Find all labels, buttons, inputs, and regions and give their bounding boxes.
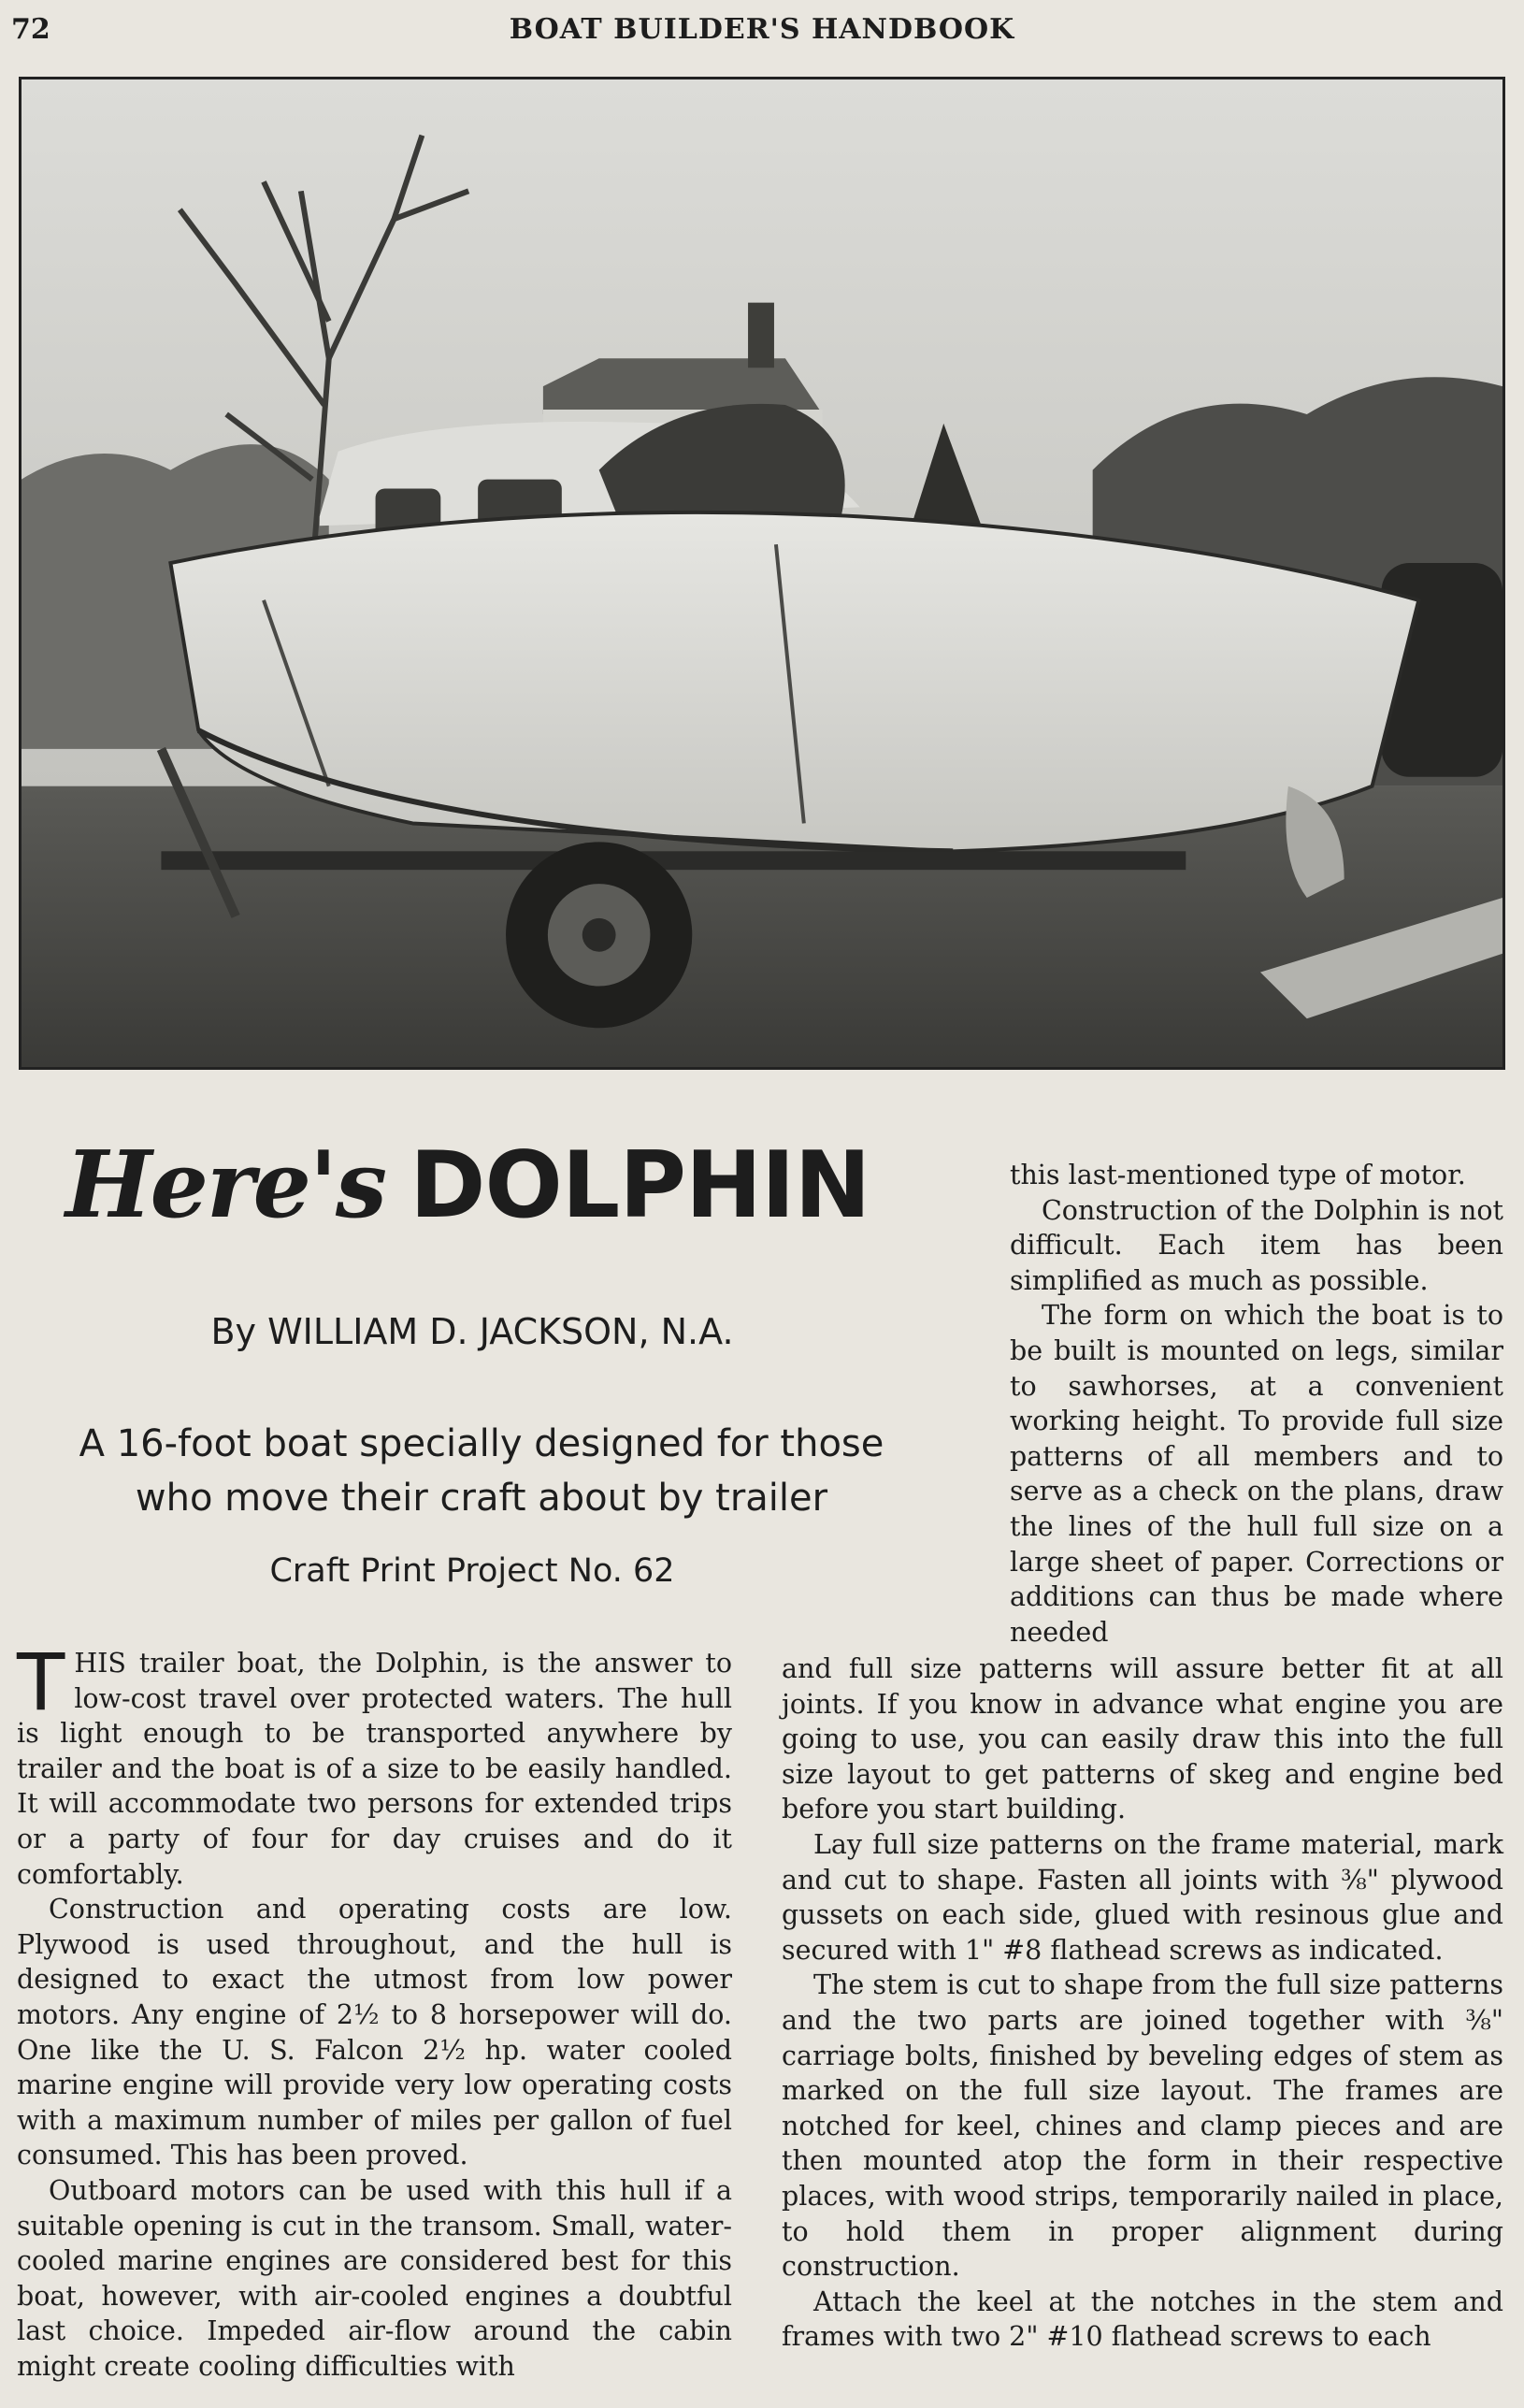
paragraph: Attach the keel at the notches in the stem and frames with two 2" #10 flathead screws to each [782,2285,1503,2353]
right-column-top [1010,1158,1503,1650]
paragraph: Construction and operating costs are low. Plywood is used throughout, and the hull is designed to exact the utmost from low power motors. Any engine of 2½ to 8 horsepower will do. One like the U. S. Falcon 2½ hp. water cooled marine engine will provide very low operating costs with a maximum number of miles per gallon of fuel consumed. This has been proved. [17,1894,732,2171]
drop-cap: T [17,1637,65,1728]
title-script-word: Here's [65,1132,386,1239]
book-title: BOAT BUILDER'S HANDBOOK [509,13,1015,46]
left-column [17,1637,732,2384]
running-head [0,0,1524,75]
byline: By WILLIAM D. JACKSON, N.A. [210,1311,734,1352]
paragraph: this last-mentioned type of motor. [1010,1160,1466,1190]
paragraph [17,1637,732,1892]
boat-on-trailer-photo [19,77,1505,1070]
subtitle-line: who move their craft about by trailer [135,1477,828,1520]
paragraph: Construction of the Dolphin is not difficult. Each item has been simplified as much as possible. [1010,1194,1503,1296]
page-number: 72 [11,13,50,46]
paragraph: Outboard motors can be used with this hull if a suitable opening is cut in the transom. Small, water-cooled marine engines are considered best for this boat, however, with air-cooled engines a doubtful last choice. Impeded air-flow around the cabin might create cooling difficulties with [17,2174,732,2382]
paragraph: Lay full size patterns on the frame material, mark and cut to shape. Fasten all joints with ⅜" plywood gussets on each side, glued with resinous glue and secured with 1" #8 flathead screws as indicated. [782,1828,1503,1966]
paragraph: The form on which the boat is to be built is mounted on legs, similar to sawhorses, at a convenient working height. To provide full size patterns of all members and to serve as a check on the plans, draw the lines of the hull full size on a large sheet of paper. Corrections or additions can thus be made where needed [1010,1300,1503,1648]
project-number: Craft Print Project No. 62 [269,1552,675,1590]
paragraph: The stem is cut to shape from the full size patterns and the two parts are joined together with ⅜" carriage bolts, finished by beveling edges of stem as marked on the full size layout. The frames are notched for keel, chines and clamp pieces and are then mounted atop the form in their respective places, with wood strips, temporarily nailed in place, to hold them in proper alignment during construction. [782,1969,1503,2283]
right-column-bottom [782,1651,1503,2355]
article-title [65,1132,907,1239]
photo-illustration [22,79,1502,1067]
subtitle [28,1417,935,1525]
title-main-word: DOLPHIN [410,1132,870,1239]
paragraph-text: HIS trailer boat, the Dolphin, is the answer to low-cost travel over protected waters. The hull is light enough to be transported anywhere by trailer and the boat is of a size to be easily handled. It will accommodate two persons for extended trips or a party of four for day cruises and do it comfortably. [17,1648,732,1890]
subtitle-line: A 16-foot boat specially designed for those [79,1422,884,1465]
paragraph: and full size patterns will assure better fit at all joints. If you know in advance what engine you are going to use, you can easily draw this into the full size layout to get patterns of skeg and engine bed before you start building. [782,1653,1503,1825]
